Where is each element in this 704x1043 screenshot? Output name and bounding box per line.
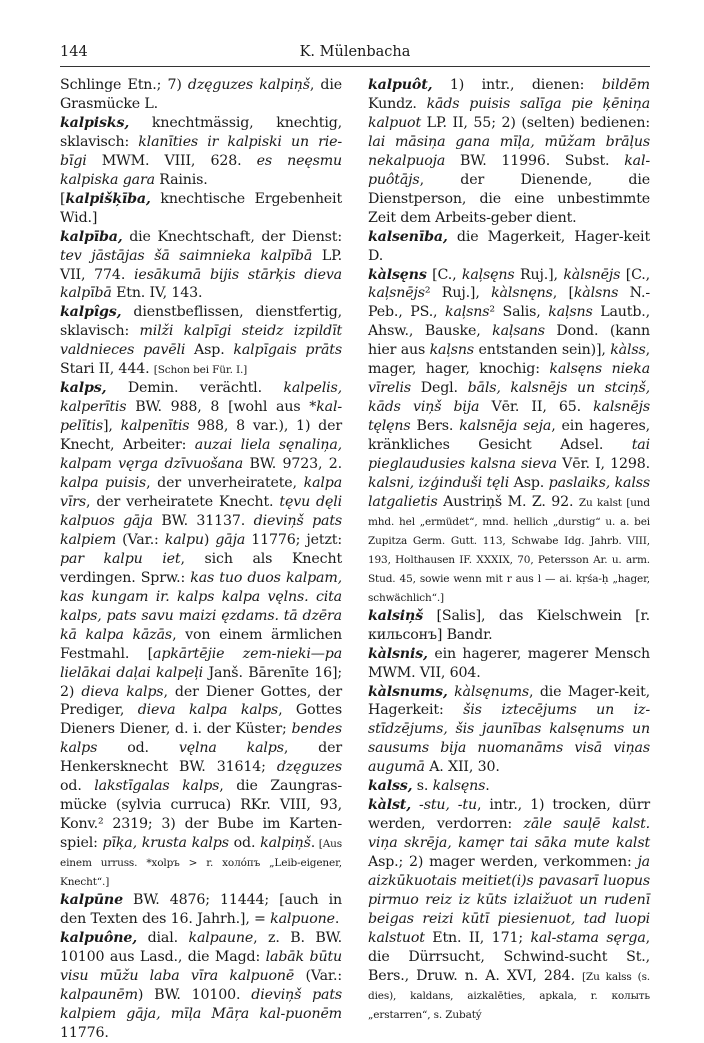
entry-text: vęlna kalps bbox=[178, 740, 284, 757]
entry-text: ein hagerer, magerer Mensch MWM. VII, 604. bbox=[368, 645, 650, 681]
entry-text: kalpaune bbox=[188, 929, 254, 946]
entry-text: , intr., 1) trocken, dürr werden, verdorren: bbox=[368, 797, 650, 833]
entry-text: die Magerkeit, Hager-keit D. bbox=[368, 228, 650, 264]
dictionary-entry bbox=[368, 607, 650, 645]
entry-text: kalsnējs tęlęns bbox=[368, 399, 650, 435]
entry-text: Asp. bbox=[509, 475, 549, 492]
entry-text: A. XII, 30. bbox=[424, 759, 500, 776]
entry-text: 988, 8 var.), 1) der Knecht, Arbeiter: bbox=[60, 418, 342, 454]
entry-text: kalsęns nieka vīrelis bbox=[368, 361, 651, 397]
entry-headword: kalpîgs, bbox=[60, 304, 122, 321]
entry-text: paslaiks, kalss latgalietis bbox=[368, 475, 650, 510]
entry-text: kas tuo duos kalpam, kas kungam ir. kalps kalpa vęlns. cita kalps, pats savu maizi ęzdams. tā dzēra kā kalpa kāzās bbox=[60, 569, 342, 643]
entry-headword: kàlst, bbox=[368, 797, 411, 814]
entry-text: BW. 11996. Subst. bbox=[445, 152, 625, 169]
dictionary-entry bbox=[368, 76, 650, 228]
dictionary-entry bbox=[368, 645, 650, 683]
entry-text: tęvu dęli kalpuos gāja bbox=[60, 493, 342, 529]
entry-text: kalpīgais prāts bbox=[233, 342, 342, 359]
entry-text: , der unverheiratete, bbox=[146, 475, 304, 492]
entry-text: Asp. bbox=[185, 342, 234, 359]
entry-text: dial. bbox=[137, 929, 189, 946]
entry-text: dieviņš pats kalpiem bbox=[60, 512, 342, 548]
entry-text: kal-pelītis bbox=[60, 399, 342, 435]
entry-text: MWM. VIII, 628. bbox=[86, 152, 257, 169]
entry-text: . bbox=[310, 835, 316, 852]
entry-text: kàlsns bbox=[573, 285, 619, 302]
entry-text: pīķa, krusta kalps bbox=[102, 835, 229, 852]
entry-text: 1) intr., dienen: bbox=[432, 77, 602, 93]
entry-text: Dond. (kann hier aus bbox=[368, 323, 650, 359]
entry-text: Ruj.], bbox=[514, 266, 564, 283]
entry-text: kalpa puisis bbox=[60, 475, 147, 492]
entry-text: LP. II, 55; 2) (selten) bedienen: bbox=[421, 114, 650, 131]
entry-text: [Zu kalss (s. dies), kaldans, aizkalēties, apkala, r. колыть „erstarren“, s. Zubatý bbox=[368, 970, 650, 1021]
entry-text: LP. VII, 774. bbox=[60, 247, 342, 283]
dictionary-entry bbox=[368, 683, 650, 778]
entry-text: kal-puôtājs bbox=[368, 152, 650, 188]
entry-text: kalpa vīrs bbox=[60, 475, 343, 510]
header-rule bbox=[60, 66, 650, 67]
entry-headword: kalpuône, bbox=[60, 929, 138, 946]
entry-text: [Salis], das Kielschwein [r. кильсонъ] Bandr. bbox=[368, 607, 650, 643]
dictionary-entry bbox=[60, 379, 342, 891]
entry-text: kāds puisis salīga pie ķēniņa kalpuot bbox=[368, 95, 650, 131]
entry-text: Schlinge Etn.; 7) bbox=[60, 77, 188, 93]
entry-text: tev jāstājas šā saimnieka kalpībā bbox=[60, 247, 313, 264]
page-header bbox=[60, 44, 650, 66]
entry-headword: kàlsęns bbox=[368, 266, 427, 283]
entry-headword: kalps, bbox=[60, 380, 107, 397]
entry-text: ² Ruj.], bbox=[424, 285, 492, 302]
entry-text: , [ bbox=[552, 285, 574, 302]
entry-text: ) BW. 10100. bbox=[137, 986, 252, 1003]
entry-text bbox=[411, 797, 419, 813]
entry-text: Janš. Bārenīte 16]; 2) bbox=[60, 664, 342, 700]
entry-text: Zu kalst [und mhd. hel „ermüdet“, mnd. hellich „durstig“ u. a. bei Zupitza Germ. Gutt. 113, Schwabe Idg. Jahrb. VIII, 193, Holthausen IF. XXXIX, 70, Petersson Ar. u. arm. Stud. 45, sowie wenn mit r aus l — ai. kṛśa-ḥ „hager, schwächlich“.] bbox=[368, 496, 650, 604]
entry-text: , die Mager-keit, Hagerkeit: bbox=[368, 683, 650, 719]
entry-text: 11776; jetzt: bbox=[245, 531, 342, 548]
entry-text: ], bbox=[103, 418, 121, 435]
dictionary-entry bbox=[60, 190, 342, 228]
entry-text: , z. B. BW. 10100 aus Lasd., die Magd: bbox=[60, 929, 342, 965]
entry-text: [C., bbox=[426, 266, 462, 283]
entry-text: , von einem ärmlichen Festmahl. [ bbox=[60, 626, 342, 662]
entry-text: die Knechtschaft, der Dienst: bbox=[122, 228, 342, 245]
dictionary-entry bbox=[368, 796, 650, 1023]
entry-text: bildēm bbox=[601, 77, 650, 93]
entry-headword: kalsenība, bbox=[368, 228, 448, 245]
entry-text: kaļsns bbox=[429, 342, 475, 359]
entry-text: [ bbox=[60, 190, 66, 207]
entry-text: (Var.: bbox=[294, 967, 342, 984]
entry-text: BW. 31137. bbox=[152, 512, 254, 529]
entry-text: [Aus einem urruss. *xolpъ > r. холóпъ „Leib-eigener, Knecht“.] bbox=[60, 838, 343, 889]
entry-text: BW. 988, 8 [wohl aus * bbox=[126, 399, 317, 416]
entry-text: kalpenītis bbox=[120, 418, 190, 435]
entry-text: , mager, hager, knochig: bbox=[368, 342, 650, 378]
entry-text: Lautb., Ahsw., Bauske, bbox=[368, 304, 651, 340]
entry-text: es neęsmu kalpiska gara bbox=[60, 152, 343, 188]
entry-text: , der Diener Gottes, der Prediger, bbox=[60, 683, 342, 719]
entry-text: kàlsnęns bbox=[491, 285, 553, 302]
entry-text: , die Dürrsucht, Schwind-sucht St., Bers., Druw. n. A. XVI, 284. bbox=[368, 929, 650, 984]
entry-text: zāle sauļē kalst. viņa skrēja, kamęr tai sāka mute kalst bbox=[368, 816, 651, 852]
entry-text: Austriņš M. Z. 92. bbox=[437, 493, 579, 510]
entry-text: knechtmässig, knechtig, sklavisch: bbox=[60, 114, 342, 150]
dictionary-entry bbox=[368, 228, 650, 266]
entry-text: kalpaunēm bbox=[60, 986, 138, 1003]
left-column bbox=[60, 76, 342, 1043]
entry-text: BW. 4876; 11444; [auch in den Texten des 16. Jahrh.], = bbox=[60, 891, 342, 927]
entry-text: . bbox=[485, 778, 490, 795]
entry-text: ) bbox=[203, 531, 216, 548]
entry-text: labāk būtu visu mūžu laba vīra kalpuonē bbox=[60, 948, 343, 984]
entry-text: kalsęns bbox=[432, 778, 486, 795]
entry-text: kalpu bbox=[164, 531, 204, 548]
entry-text: ² Salis, bbox=[489, 304, 549, 321]
entry-headword: kalpība, bbox=[60, 228, 123, 245]
entry-text: (Var.: bbox=[116, 531, 165, 548]
entry-text: N.-Peb., PS., bbox=[368, 285, 650, 321]
entry-headword: kalss, bbox=[368, 778, 413, 795]
entry-text: kalpuone bbox=[270, 910, 335, 927]
entry-text: od. bbox=[97, 740, 179, 757]
entry-text: Etn. IV, 143. bbox=[111, 285, 203, 302]
dictionary-entry bbox=[60, 228, 342, 304]
entry-text: od. bbox=[228, 835, 261, 852]
entry-headword: kàlsnums, bbox=[368, 683, 448, 700]
entry-text: , der verheiratete Knecht. bbox=[86, 493, 280, 510]
dictionary-entry bbox=[368, 777, 650, 796]
entry-text: kaļsns bbox=[548, 304, 593, 321]
entry-text: -stu, -tu bbox=[419, 797, 477, 814]
dictionary-entry bbox=[60, 114, 342, 190]
entry-headword: kàlsnis, bbox=[368, 645, 428, 662]
entry-text: kàlsnējs bbox=[563, 266, 621, 283]
entry-text: bāls, kalsnējs un stciņš, kāds viņš bija bbox=[368, 380, 651, 416]
entry-text: dzęguzes bbox=[276, 759, 342, 776]
entry-headword: kalsiņš bbox=[368, 607, 424, 624]
entry-text: auzai liela sęnaliņa, kalpam vęrga dzīvuošana bbox=[60, 437, 342, 473]
entry-headword: kalpišķība, bbox=[65, 190, 151, 207]
entry-text: od. bbox=[60, 778, 95, 795]
entry-headword: kalpisks, bbox=[60, 114, 130, 131]
entry-text: kaļsęns bbox=[461, 266, 515, 283]
entry-text: tai pieglaudusies kalsna sieva bbox=[368, 437, 650, 473]
right-column bbox=[368, 76, 650, 1024]
entry-text: kalpelis, kalperītis bbox=[60, 380, 342, 416]
dictionary-entry bbox=[60, 891, 342, 929]
entry-text: bendes kalps bbox=[60, 721, 342, 757]
entry-text: Vēr. II, 65. bbox=[479, 399, 594, 416]
entry-text: milži kalpīgi steidz izpildīt valdnieces pavēli bbox=[60, 323, 343, 359]
entry-text: ja aizkūkuotais meitiet(i)s pavasarī luopus pirmuo reiz iz kūts izlaižuot un rudenī beigas reizi kūtī piesienuot, tad luopi kalstuot bbox=[368, 854, 650, 946]
entry-text: , der Dienende, die Dienstperson, die eine unbestimmte Zeit dem Arbeits-geber dient. bbox=[368, 171, 650, 226]
entry-text: entstanden sein)], bbox=[474, 342, 611, 359]
entry-text: kal-stama sęrga bbox=[530, 929, 646, 946]
entry-text: kalpiņš bbox=[260, 835, 311, 852]
entry-text: kaļsans bbox=[492, 323, 545, 340]
entry-text: dzęguzes kalpiņš bbox=[187, 77, 310, 93]
entry-text: klanīties ir kalpiski un rie-bīgi bbox=[60, 133, 343, 169]
entry-text: , die Zaungras-mücke (sylvia curruca) RKr. VIII, 93, Konv.² 2319; 3) der Bube im Karten-spiel: bbox=[60, 778, 342, 852]
entry-text: apkārtējie zem-nieki—pa lielākai daļai kalpeļi bbox=[60, 645, 343, 681]
entry-text: kaļsns bbox=[445, 304, 490, 321]
entry-text: Demin. verächtl. bbox=[106, 380, 284, 397]
entry-text: iesākumā bijis stārķis dieva kalpībā bbox=[60, 266, 342, 302]
entry-text: lai māsiņa gana mīļa, mūžam brāļus nekalpuoja bbox=[368, 133, 650, 169]
dictionary-entry bbox=[368, 266, 650, 607]
dictionary-entry bbox=[60, 303, 342, 379]
dictionary-entry bbox=[60, 929, 342, 1043]
entry-text: , der Henkersknecht BW. 31614; bbox=[60, 740, 342, 776]
dictionary-entry bbox=[60, 76, 342, 114]
entry-text: par kalpu iet bbox=[60, 550, 181, 567]
entry-text: Stari II, 444. bbox=[60, 361, 154, 378]
entry-text: kalsni, izģinduši tęli bbox=[368, 475, 510, 492]
entry-headword: kalpūne bbox=[60, 891, 123, 908]
entry-text: [Schon bei Für. I.] bbox=[153, 364, 248, 377]
entry-text: , die Grasmücke L. bbox=[60, 77, 342, 112]
entry-text: Vēr. I, 1298. bbox=[556, 456, 650, 473]
entry-text: kàlsęnums bbox=[454, 683, 530, 700]
entry-text: kalsnēja seja bbox=[459, 418, 552, 435]
page-number: 144 bbox=[60, 44, 88, 60]
entry-text: Rainis. bbox=[154, 171, 208, 188]
entry-text: Degl. bbox=[411, 380, 468, 397]
entry-text: dieva kalps bbox=[81, 683, 164, 700]
entry-text: šis iztecējums un iz-stīdzējums, šis jaunības kalsęnums un sausums bija nuomanāms visā viņas augumā bbox=[368, 702, 650, 776]
running-title: K. Mülenbacha bbox=[299, 44, 411, 60]
entry-text: Etn. II, 171; bbox=[424, 929, 531, 946]
entry-text: kàlss bbox=[610, 342, 646, 359]
entry-text: kaļsnējs bbox=[368, 285, 425, 302]
entry-text: , ein hageres, kränkliches Gesicht Adsel. bbox=[368, 418, 651, 454]
entry-text: Bers. bbox=[410, 418, 460, 435]
entry-text: [C., bbox=[620, 266, 650, 283]
entry-text: . bbox=[334, 910, 340, 927]
entry-text: Kundz. bbox=[368, 95, 427, 112]
entry-text: Asp.; 2) mager werden, verkommen: bbox=[368, 854, 638, 871]
entry-text: 11776. bbox=[60, 1024, 109, 1041]
entry-text: knechtische Ergebenheit Wid.] bbox=[60, 190, 342, 226]
entry-text: gāja bbox=[215, 531, 246, 548]
entry-text: dieviņš pats kalpiem gāja, mīļa Māŗa kal-puonēm bbox=[60, 986, 342, 1022]
entry-text: , Gottes Dieners Diener, d. i. der Küster; bbox=[60, 702, 342, 738]
entry-text: s. bbox=[412, 778, 433, 795]
entry-text: dienstbeflissen, dienstfertig, sklavisch: bbox=[60, 304, 342, 340]
entry-headword: kalpuôt, bbox=[368, 77, 433, 93]
entry-text: dieva kalpa kalps bbox=[137, 702, 279, 719]
entry-text: lakstīgalas kalps bbox=[94, 778, 220, 795]
entry-text: , sich als Knecht verdingen. Sprw.: bbox=[60, 550, 342, 586]
entry-text: BW. 9723, 2. bbox=[243, 456, 342, 473]
